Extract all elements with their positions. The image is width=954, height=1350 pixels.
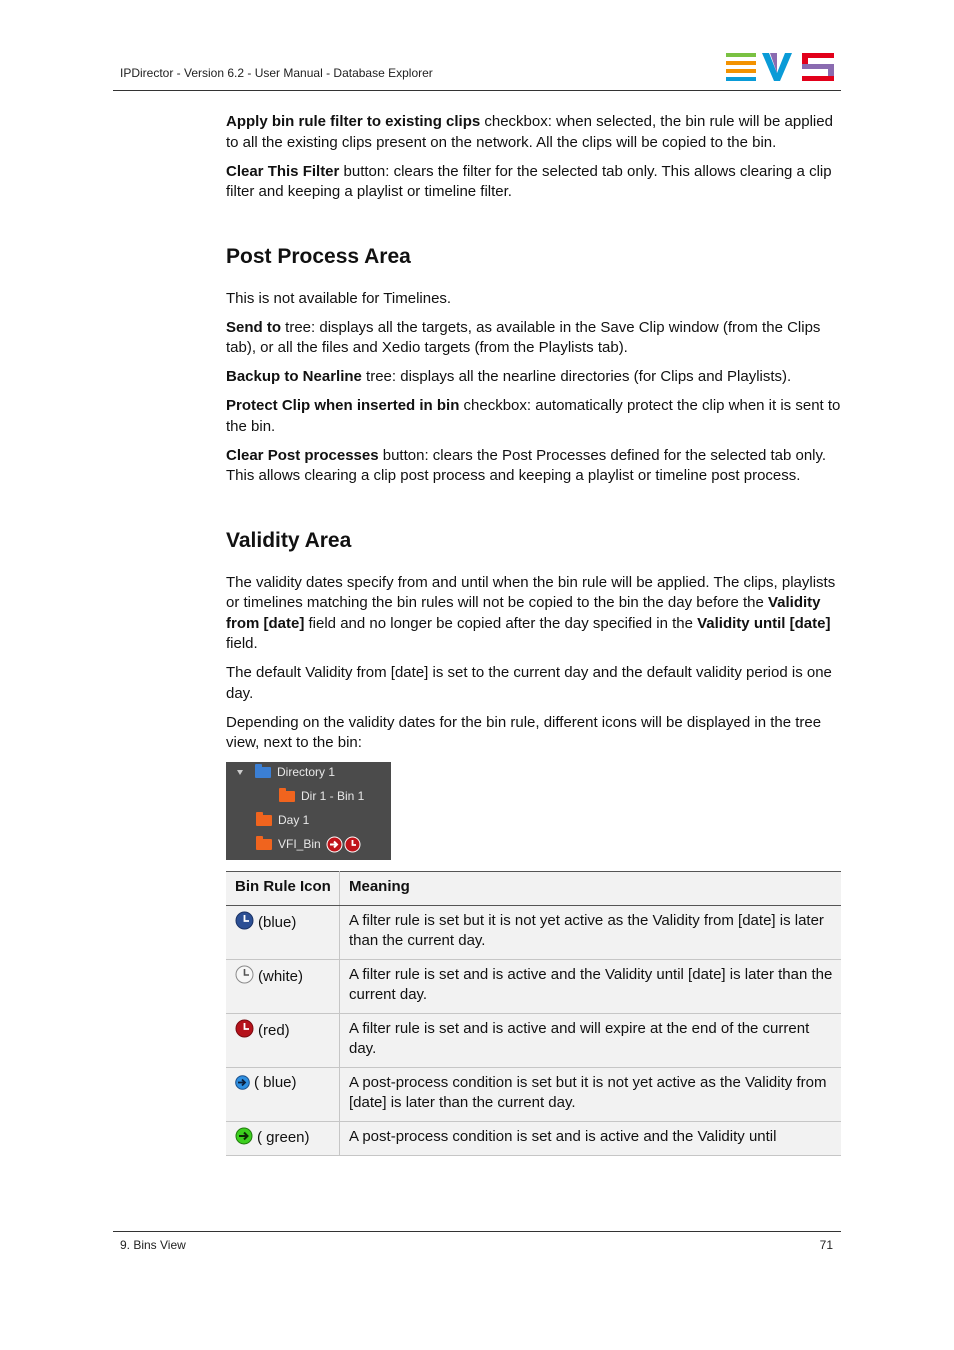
table-row (226, 905, 841, 959)
paragraph-apply-bin-rule (226, 112, 841, 153)
arrow-green-icon (235, 1127, 253, 1145)
text: button: clears the filter for the selected tab only. This allows clearing a clip filter and keeping a playlist or timeline filter. (226, 162, 832, 200)
text: tree: displays all the nearline directories (for Clips and Playlists). (361, 368, 792, 385)
table-cell-icon (226, 959, 340, 1013)
heading-validity: Validity Area (226, 528, 352, 552)
bin-rule-icon-table (226, 871, 841, 1156)
tree-item-directory (237, 764, 335, 780)
footer-rule (113, 1231, 841, 1232)
tree-item-label: VFI_Bin (278, 837, 321, 851)
table-cell-meaning: A filter rule is set and is active and the Validity until [date] is later than the current day. (340, 959, 842, 1013)
folder-icon (279, 791, 295, 802)
tree-view-screenshot (226, 762, 391, 860)
arrow-blue-icon (235, 1075, 250, 1090)
arrow-red-icon (326, 836, 343, 853)
header-rule (113, 90, 841, 91)
icon-label: (white) (258, 967, 304, 985)
text: field. (226, 635, 258, 652)
paragraph-validity-dates (226, 573, 841, 655)
table-row (226, 1067, 841, 1121)
folder-icon (256, 815, 272, 826)
table-row (226, 1121, 841, 1156)
paragraph-send-to (226, 318, 841, 359)
page-content (226, 112, 841, 1156)
clock-white-icon (235, 965, 254, 984)
table-cell-icon (226, 1067, 340, 1121)
tree-item-label: Dir 1 - Bin 1 (301, 789, 365, 803)
clock-red-icon (235, 1019, 254, 1038)
table-row (226, 959, 841, 1013)
tree-item-day (256, 812, 309, 828)
table-header-icon: Bin Rule Icon (226, 872, 340, 906)
text: checkbox: automatically protect the clip when it is sent to the bin. (226, 397, 841, 435)
paragraph-clear-filter (226, 162, 841, 203)
table-cell-meaning: A filter rule is set and is active and will expire at the end of the current day. (340, 1013, 842, 1067)
icon-label: (red) (258, 1021, 290, 1039)
clock-blue-icon (235, 911, 254, 930)
expand-triangle-icon (237, 770, 243, 775)
table-cell-meaning: A post-process condition is set and is active and the Validity until (340, 1121, 842, 1156)
table-header-meaning: Meaning (340, 872, 842, 906)
paragraph-backup-nearline (226, 367, 841, 388)
tree-item-label: Day 1 (278, 813, 310, 827)
tree-item-vfi-bin (256, 836, 361, 852)
folder-icon (255, 767, 271, 778)
tree-item-label: Directory 1 (277, 765, 336, 779)
table-cell-icon (226, 1121, 340, 1156)
text: button: clears the Post Processes defined for the selected tab only. This allows clearing a clip post process and keeping a playlist or timeline post process. (226, 446, 827, 484)
table-cell-icon (226, 1013, 340, 1067)
text: checkbox: when selected, the bin rule will be applied to all the existing clips present on the network. All the clips will be copied to the bin. (226, 113, 833, 151)
term-send-to: Send to (226, 318, 281, 336)
table-row (226, 1013, 841, 1067)
paragraph-default-validity: The default Validity from [date] is set to the current day and the default validity period is one day. (226, 664, 832, 702)
paragraph-not-available: This is not available for Timelines. (226, 289, 452, 307)
term-clear-post: Clear Post processes (226, 446, 379, 464)
paragraph-protect-clip (226, 396, 841, 437)
text: tree: displays all the targets, as available in the Save Clip window (from the Clips tab), or all the files and Xedio targets (from the Playlists tab). (226, 318, 821, 356)
footer-chapter: 9. Bins View (120, 1238, 186, 1252)
tree-item-bin (279, 788, 364, 804)
term-backup-nearline: Backup to Nearline (226, 368, 362, 385)
clock-red-icon (344, 836, 361, 853)
term-validity-from: Validity from [date] (226, 594, 821, 632)
table-cell-meaning: A post-process condition is set but it is not yet active as the Validity from [date] is later than the current day. (340, 1067, 842, 1121)
table-header-row (226, 872, 841, 906)
table-cell-meaning: A filter rule is set but it is not yet active as the Validity from [date] is later than the current day. (340, 905, 842, 959)
paragraph-clear-post (226, 446, 841, 487)
table-cell-icon (226, 905, 340, 959)
evs-logo (726, 53, 834, 81)
term-clear-filter: Clear This Filter (226, 162, 340, 180)
text: field and no longer be copied after the day specified in the (304, 614, 698, 632)
page-number: 71 (819, 1238, 833, 1252)
folder-icon (256, 839, 272, 850)
icon-label: ( green) (257, 1128, 310, 1146)
term-protect-clip: Protect Clip when inserted in bin (226, 397, 460, 414)
term-apply-bin-rule: Apply bin rule filter to existing clips (226, 113, 481, 130)
text: The validity dates specify from and until when the bin rule will be applied. The clips, playlists or timelines matching the bin rules will not be copied to the bin the day before the (226, 573, 836, 611)
icon-label: ( blue) (254, 1073, 297, 1091)
heading-post-process: Post Process Area (226, 244, 411, 268)
header-title: IPDirector - Version 6.2 - User Manual - Database Explorer (120, 66, 433, 80)
paragraph-icons-intro: Depending on the validity dates for the bin rule, different icons will be displayed in the tree view, next to the bin: (226, 713, 822, 751)
term-validity-until: Validity until [date] (697, 614, 831, 632)
icon-label: (blue) (258, 913, 297, 931)
